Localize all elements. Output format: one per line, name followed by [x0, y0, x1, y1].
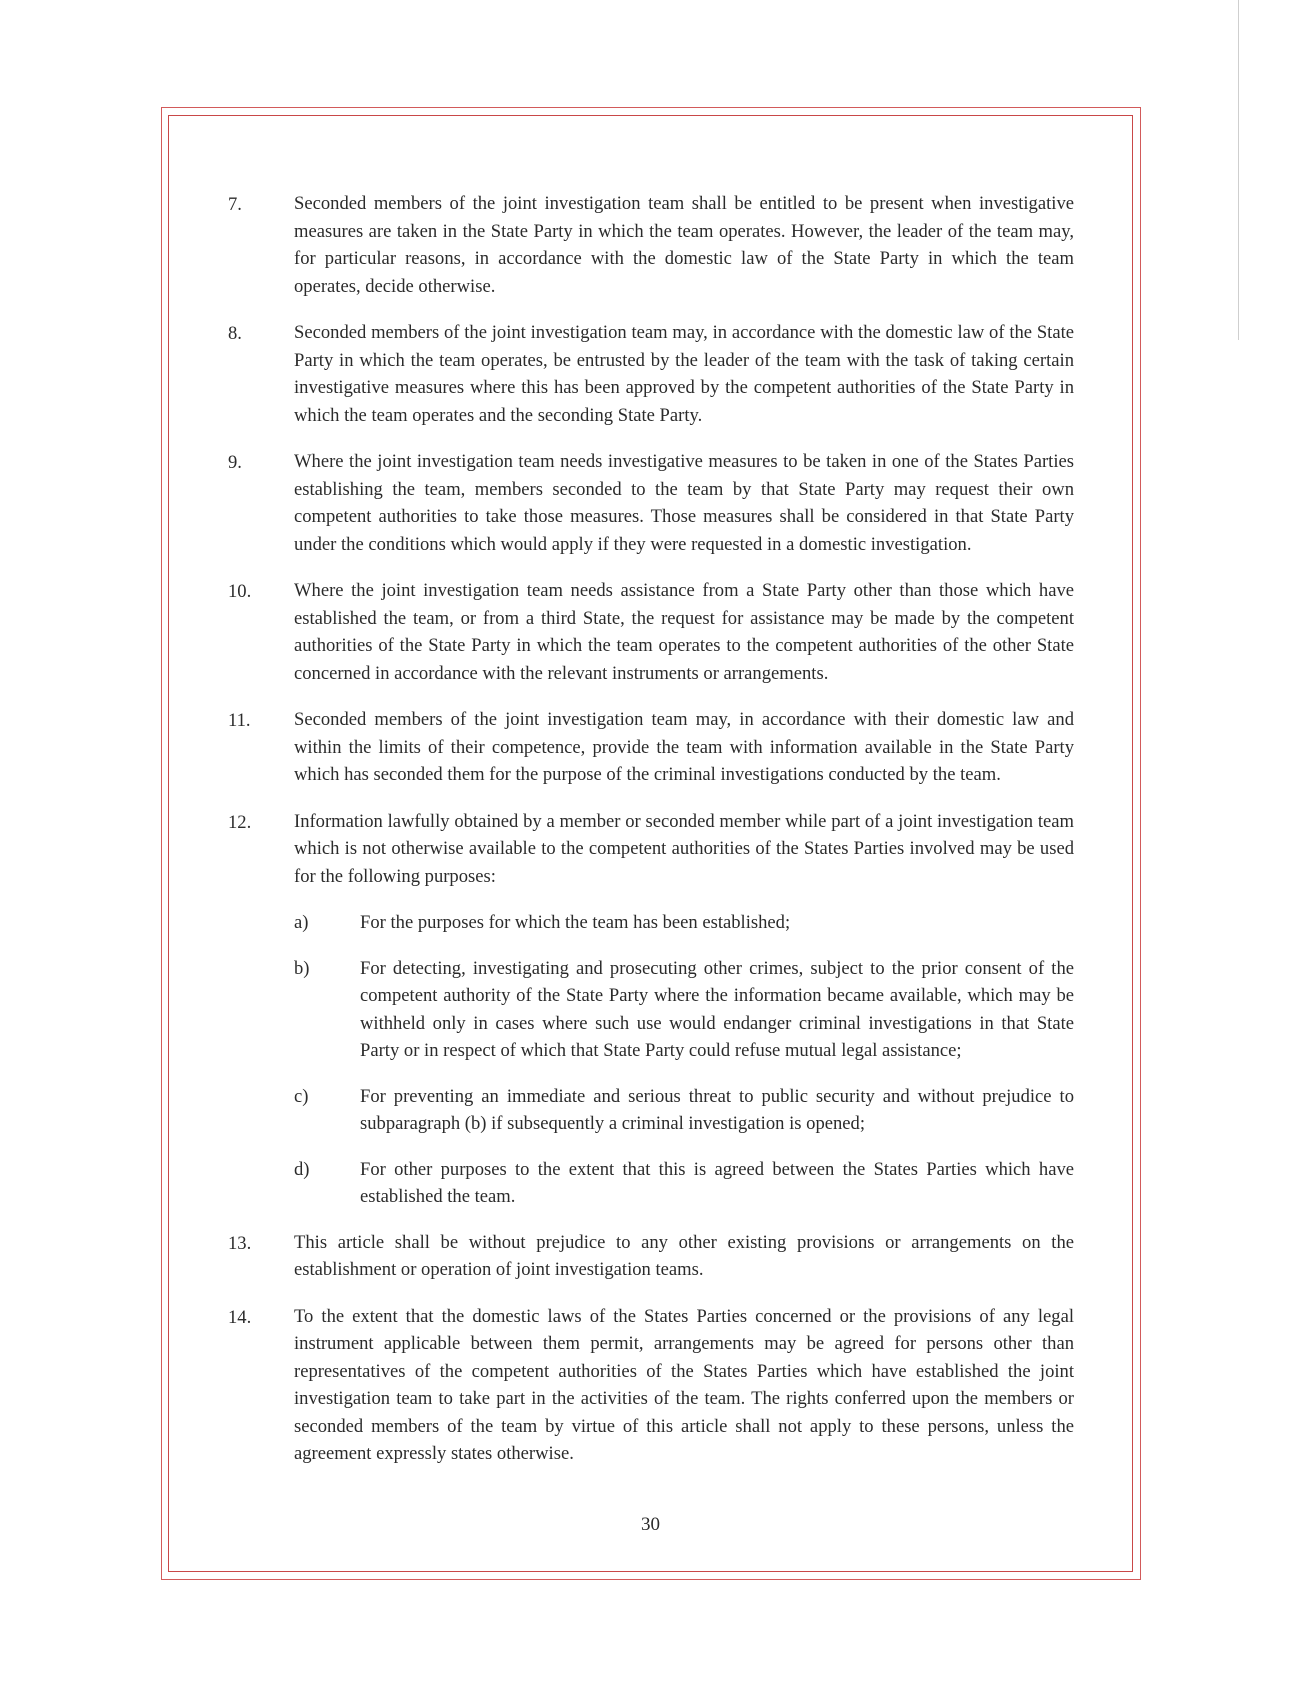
- subparagraph-letter: d): [294, 1158, 310, 1180]
- paragraph-text: Information lawfully obtained by a member or seconded member while part of a joint investigation team which is not otherwise available to the competent authorities of the States Parties involved may be used for the following purposes:: [294, 810, 1074, 887]
- paragraph-number: 13.: [228, 1232, 252, 1254]
- paragraph-text: Seconded members of the joint investigation team shall be entitled to be present when investigative measures are taken in the State Party in which the team operates. However, the leader of the team may, for particular reasons, in accordance with the domestic law of the State Party in which the team operates, decide otherwise.: [294, 193, 1074, 297]
- page-number: 30: [641, 1514, 660, 1535]
- paragraph-11: [228, 706, 1074, 789]
- paragraph-text: To the extent that the domestic laws of the States Parties concerned or the provisions of any legal instrument applicable between them permit, arrangements may be agreed for persons other than representatives of the competent authorities of the States Parties which have established the joint investigation team to take part in the activities of the team. The rights conferred upon the members or seconded members of the team by virtue of this article shall not apply to these persons, unless the agreement expressly states otherwise.: [294, 1305, 1074, 1464]
- paragraph-12: [228, 808, 1074, 891]
- paragraph-number: 7.: [228, 194, 242, 215]
- subparagraph-text: For detecting, investigating and prosecuting other crimes, subject to the prior consent of the competent authority of the State Party where the information became available, which may be withheld only in cases where such use would endanger criminal investigations in that State Party or in respect of which that State Party could refuse mutual legal assistance;: [360, 957, 1074, 1061]
- paragraph-number: 8.: [228, 323, 242, 344]
- subparagraph-c: [294, 1083, 1074, 1138]
- paragraph-text: Where the joint investigation team needs assistance from a State Party other than those which have established the team, or from a third State, the request for assistance may be made by the competent authorities of the State Party in which the team operates to the competent authorities of the other State concerned in accordance with the relevant instruments or arrangements.: [294, 580, 1074, 684]
- paragraph-text: Seconded members of the joint investigation team may, in accordance with their domestic law and within the limits of their competence, provide the team with information available in the State Party which has seconded them for the purpose of the criminal investigations conducted by the team.: [294, 709, 1074, 785]
- paragraph-13: [228, 1229, 1074, 1284]
- paragraph-number: 11.: [228, 710, 251, 731]
- paragraph-7: [228, 190, 1074, 300]
- subparagraph-a: [294, 909, 1074, 937]
- subparagraph-text: For other purposes to the extent that this is agreed between the States Parties which have established the team.: [360, 1158, 1074, 1207]
- paragraph-10: [228, 577, 1074, 687]
- subparagraph-letter: a): [294, 912, 309, 933]
- subparagraph-letter: b): [294, 957, 310, 979]
- scan-edge-line: [1238, 0, 1239, 340]
- paragraph-text: Where the joint investigation team needs investigative measures to be taken in one of the States Parties establishing the team, members seconded to the team by that State Party may request their own competent authorities to take those measures. Those measures shall be considered in that State Party under the conditions which would apply if they were requested in a domestic investigation.: [294, 451, 1074, 555]
- subparagraph-letter: c): [294, 1085, 309, 1107]
- subparagraph-d: [294, 1156, 1074, 1211]
- paragraph-text: This article shall be without prejudice to any other existing provisions or arrangements on the establishment or operation of joint investigation teams.: [294, 1231, 1074, 1280]
- paragraph-number: 10.: [228, 581, 252, 602]
- paragraph-number: 14.: [228, 1306, 252, 1328]
- document-body: [228, 190, 1074, 1487]
- paragraph-8: [228, 319, 1074, 429]
- paragraph-text: Seconded members of the joint investigation team may, in accordance with the domestic law of the State Party in which the team operates, be entrusted by the leader of the team with the task of taking certain investigative measures where this has been approved by the competent authorities of the State Party in which the team operates and the seconding State Party.: [294, 322, 1074, 426]
- subparagraph-b: [294, 955, 1074, 1065]
- subparagraph-text: For the purposes for which the team has been established;: [360, 912, 791, 933]
- subparagraph-text: For preventing an immediate and serious threat to public security and without prejudice to subparagraph (b) if subsequently a criminal investigation is opened;: [360, 1085, 1074, 1134]
- paragraph-9: [228, 448, 1074, 558]
- paragraph-number: 9.: [228, 452, 242, 473]
- paragraph-14: [228, 1303, 1074, 1468]
- paragraph-number: 12.: [228, 811, 252, 833]
